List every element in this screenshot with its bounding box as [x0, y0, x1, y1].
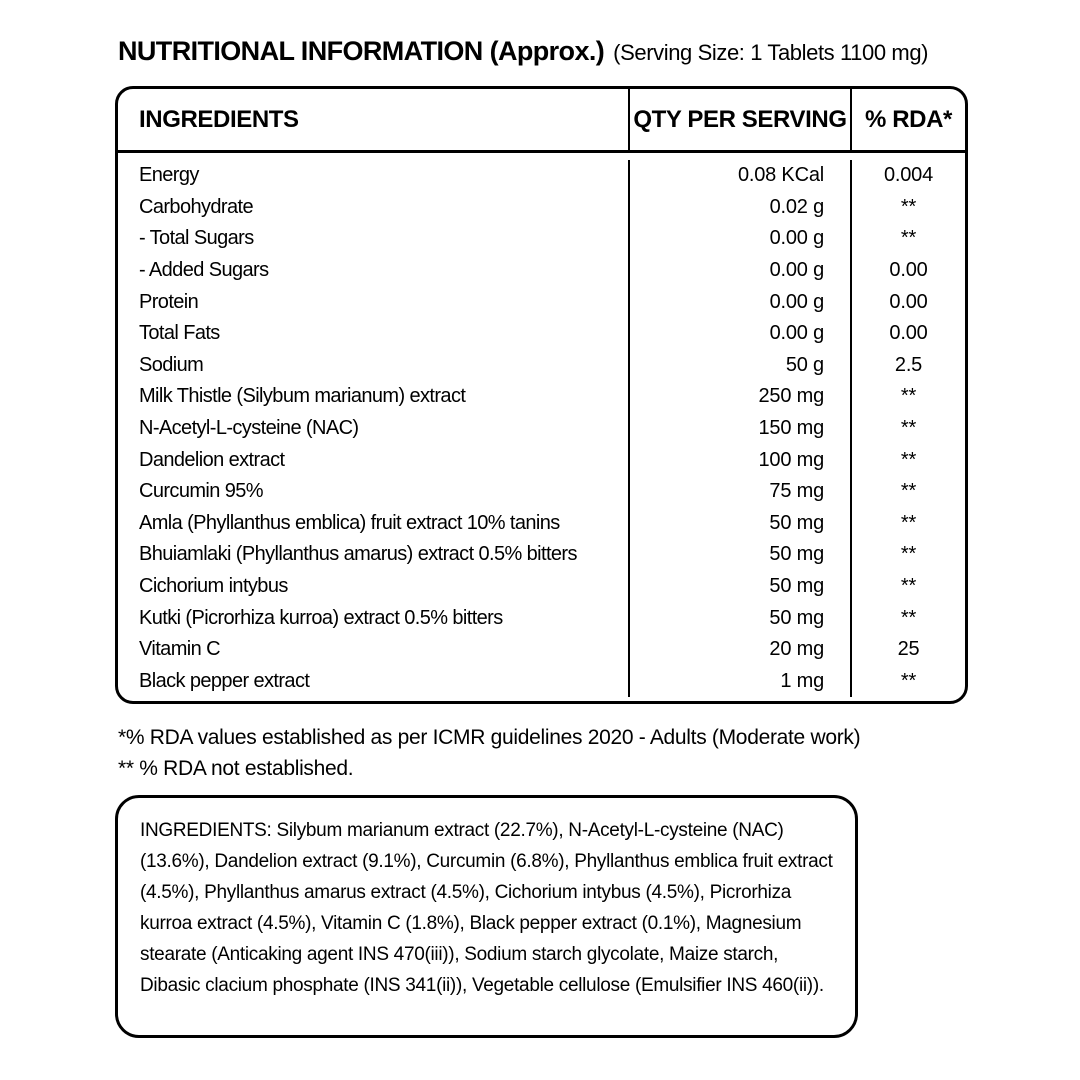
ingredient-rda: 25: [850, 634, 965, 666]
ingredient-qty: 0.00 g: [628, 223, 850, 255]
ingredient-qty: 150 mg: [628, 413, 850, 445]
ingredient-rda: **: [850, 444, 965, 476]
ingredient-qty: 0.00 g: [628, 318, 850, 350]
ingredient-rda: **: [850, 413, 965, 445]
ingredient-qty: 50 mg: [628, 508, 850, 540]
ingredient-name: Sodium: [139, 353, 204, 376]
table-row: [118, 444, 965, 476]
ingredient-name: Vitamin C: [139, 638, 220, 661]
table-header-row: [118, 89, 965, 153]
serving-size-label: (Serving Size: 1 Tablets 1100 mg): [613, 40, 929, 65]
ingredient-qty: 0.02 g: [628, 192, 850, 224]
ingredient-rda: **: [850, 476, 965, 508]
title-row: [118, 36, 1063, 67]
footnote-rda-not-established: ** % RDA not established.: [118, 757, 354, 780]
ingredient-rda: **: [850, 508, 965, 540]
table-row: [118, 666, 965, 698]
ingredient-name: Protein: [139, 290, 199, 313]
ingredient-name: Milk Thistle (Silybum marianum) extract: [139, 385, 466, 408]
table-row: [118, 223, 965, 255]
ingredient-name: Black pepper extract: [139, 669, 310, 692]
ingredients-text: INGREDIENTS: Silybum marianum extract (22.7%), N-Acetyl-L-cysteine (NAC) (13.6%), Dandelion extract (9.1%), Curcumin (6.8%), Phyllanthus emblica fruit extract (4.5%), Phyllanthus amarus extract (4.5%), Cichorium intybus (4.5%), Picrorhiza kurroa extract (4.5%), Vitamin C (1.8%), Black pepper extract (0.1%), Magnesium stearate (Anticaking agent INS 470(iii)), Sodium starch glycolate, Maize starch, Dibasic clacium phosphate (INS 341(ii)), Vegetable cellulose (Emulsifier INS 460(ii)).: [140, 820, 833, 996]
ingredient-rda: **: [850, 223, 965, 255]
ingredient-rda: **: [850, 571, 965, 603]
ingredient-qty: 50 mg: [628, 539, 850, 571]
col-header-rda: % RDA*: [850, 89, 965, 150]
table-row: [118, 381, 965, 413]
ingredient-name: Dandelion extract: [139, 448, 285, 471]
ingredient-rda: 0.00: [850, 286, 965, 318]
table-row: [118, 286, 965, 318]
ingredient-name: Bhuiamlaki (Phyllanthus amarus) extract 0.5% bitters: [139, 543, 577, 566]
ingredient-qty: 1 mg: [628, 666, 850, 698]
ingredient-qty: 0.00 g: [628, 255, 850, 287]
ingredient-rda: 0.004: [850, 160, 965, 192]
ingredient-rda: **: [850, 381, 965, 413]
table-row: [118, 634, 965, 666]
page-title: NUTRITIONAL INFORMATION (Approx.): [118, 36, 605, 66]
ingredient-qty: 50 mg: [628, 571, 850, 603]
ingredients-box: [115, 795, 858, 1038]
ingredient-name: Cichorium intybus: [139, 575, 288, 598]
ingredient-qty: 0.08 KCal: [628, 160, 850, 192]
ingredient-name: Curcumin 95%: [139, 480, 263, 503]
ingredient-name: - Total Sugars: [139, 227, 254, 250]
table-row: [118, 192, 965, 224]
ingredient-rda: **: [850, 602, 965, 634]
ingredient-name: Total Fats: [139, 322, 220, 345]
ingredient-rda: 2.5: [850, 350, 965, 382]
footnote-rda-source: *% RDA values established as per ICMR guidelines 2020 - Adults (Moderate work): [118, 726, 861, 749]
table-row: [118, 476, 965, 508]
table-row: [118, 318, 965, 350]
table-row: [118, 255, 965, 287]
table-row: [118, 539, 965, 571]
col-header-ingredients: INGREDIENTS: [139, 105, 299, 133]
ingredient-qty: 0.00 g: [628, 286, 850, 318]
ingredient-rda: 0.00: [850, 255, 965, 287]
table-row: [118, 160, 965, 192]
table-row: [118, 413, 965, 445]
ingredient-qty: 50 mg: [628, 602, 850, 634]
ingredient-qty: 100 mg: [628, 444, 850, 476]
ingredient-rda: **: [850, 192, 965, 224]
ingredient-name: - Added Sugars: [139, 259, 269, 282]
col-header-qty-per-serving: QTY PER SERVING: [628, 89, 850, 150]
table-body: [118, 153, 965, 701]
ingredient-qty: 250 mg: [628, 381, 850, 413]
table-row: [118, 571, 965, 603]
ingredient-qty: 75 mg: [628, 476, 850, 508]
ingredient-name: N-Acetyl-L-cysteine (NAC): [139, 417, 359, 440]
ingredient-rda: **: [850, 539, 965, 571]
ingredient-qty: 20 mg: [628, 634, 850, 666]
table-row: [118, 350, 965, 382]
ingredient-rda: 0.00: [850, 318, 965, 350]
ingredient-name: Carbohydrate: [139, 195, 253, 218]
table-row: [118, 602, 965, 634]
ingredient-name: Energy: [139, 164, 199, 187]
ingredient-name: Amla (Phyllanthus emblica) fruit extract 10% tanins: [139, 511, 560, 534]
ingredient-name: Kutki (Picrorhiza kurroa) extract 0.5% bitters: [139, 606, 503, 629]
nutrition-table: [115, 86, 968, 704]
ingredient-rda: **: [850, 666, 965, 698]
ingredient-qty: 50 g: [628, 350, 850, 382]
table-row: [118, 508, 965, 540]
footnotes: [118, 722, 1018, 784]
